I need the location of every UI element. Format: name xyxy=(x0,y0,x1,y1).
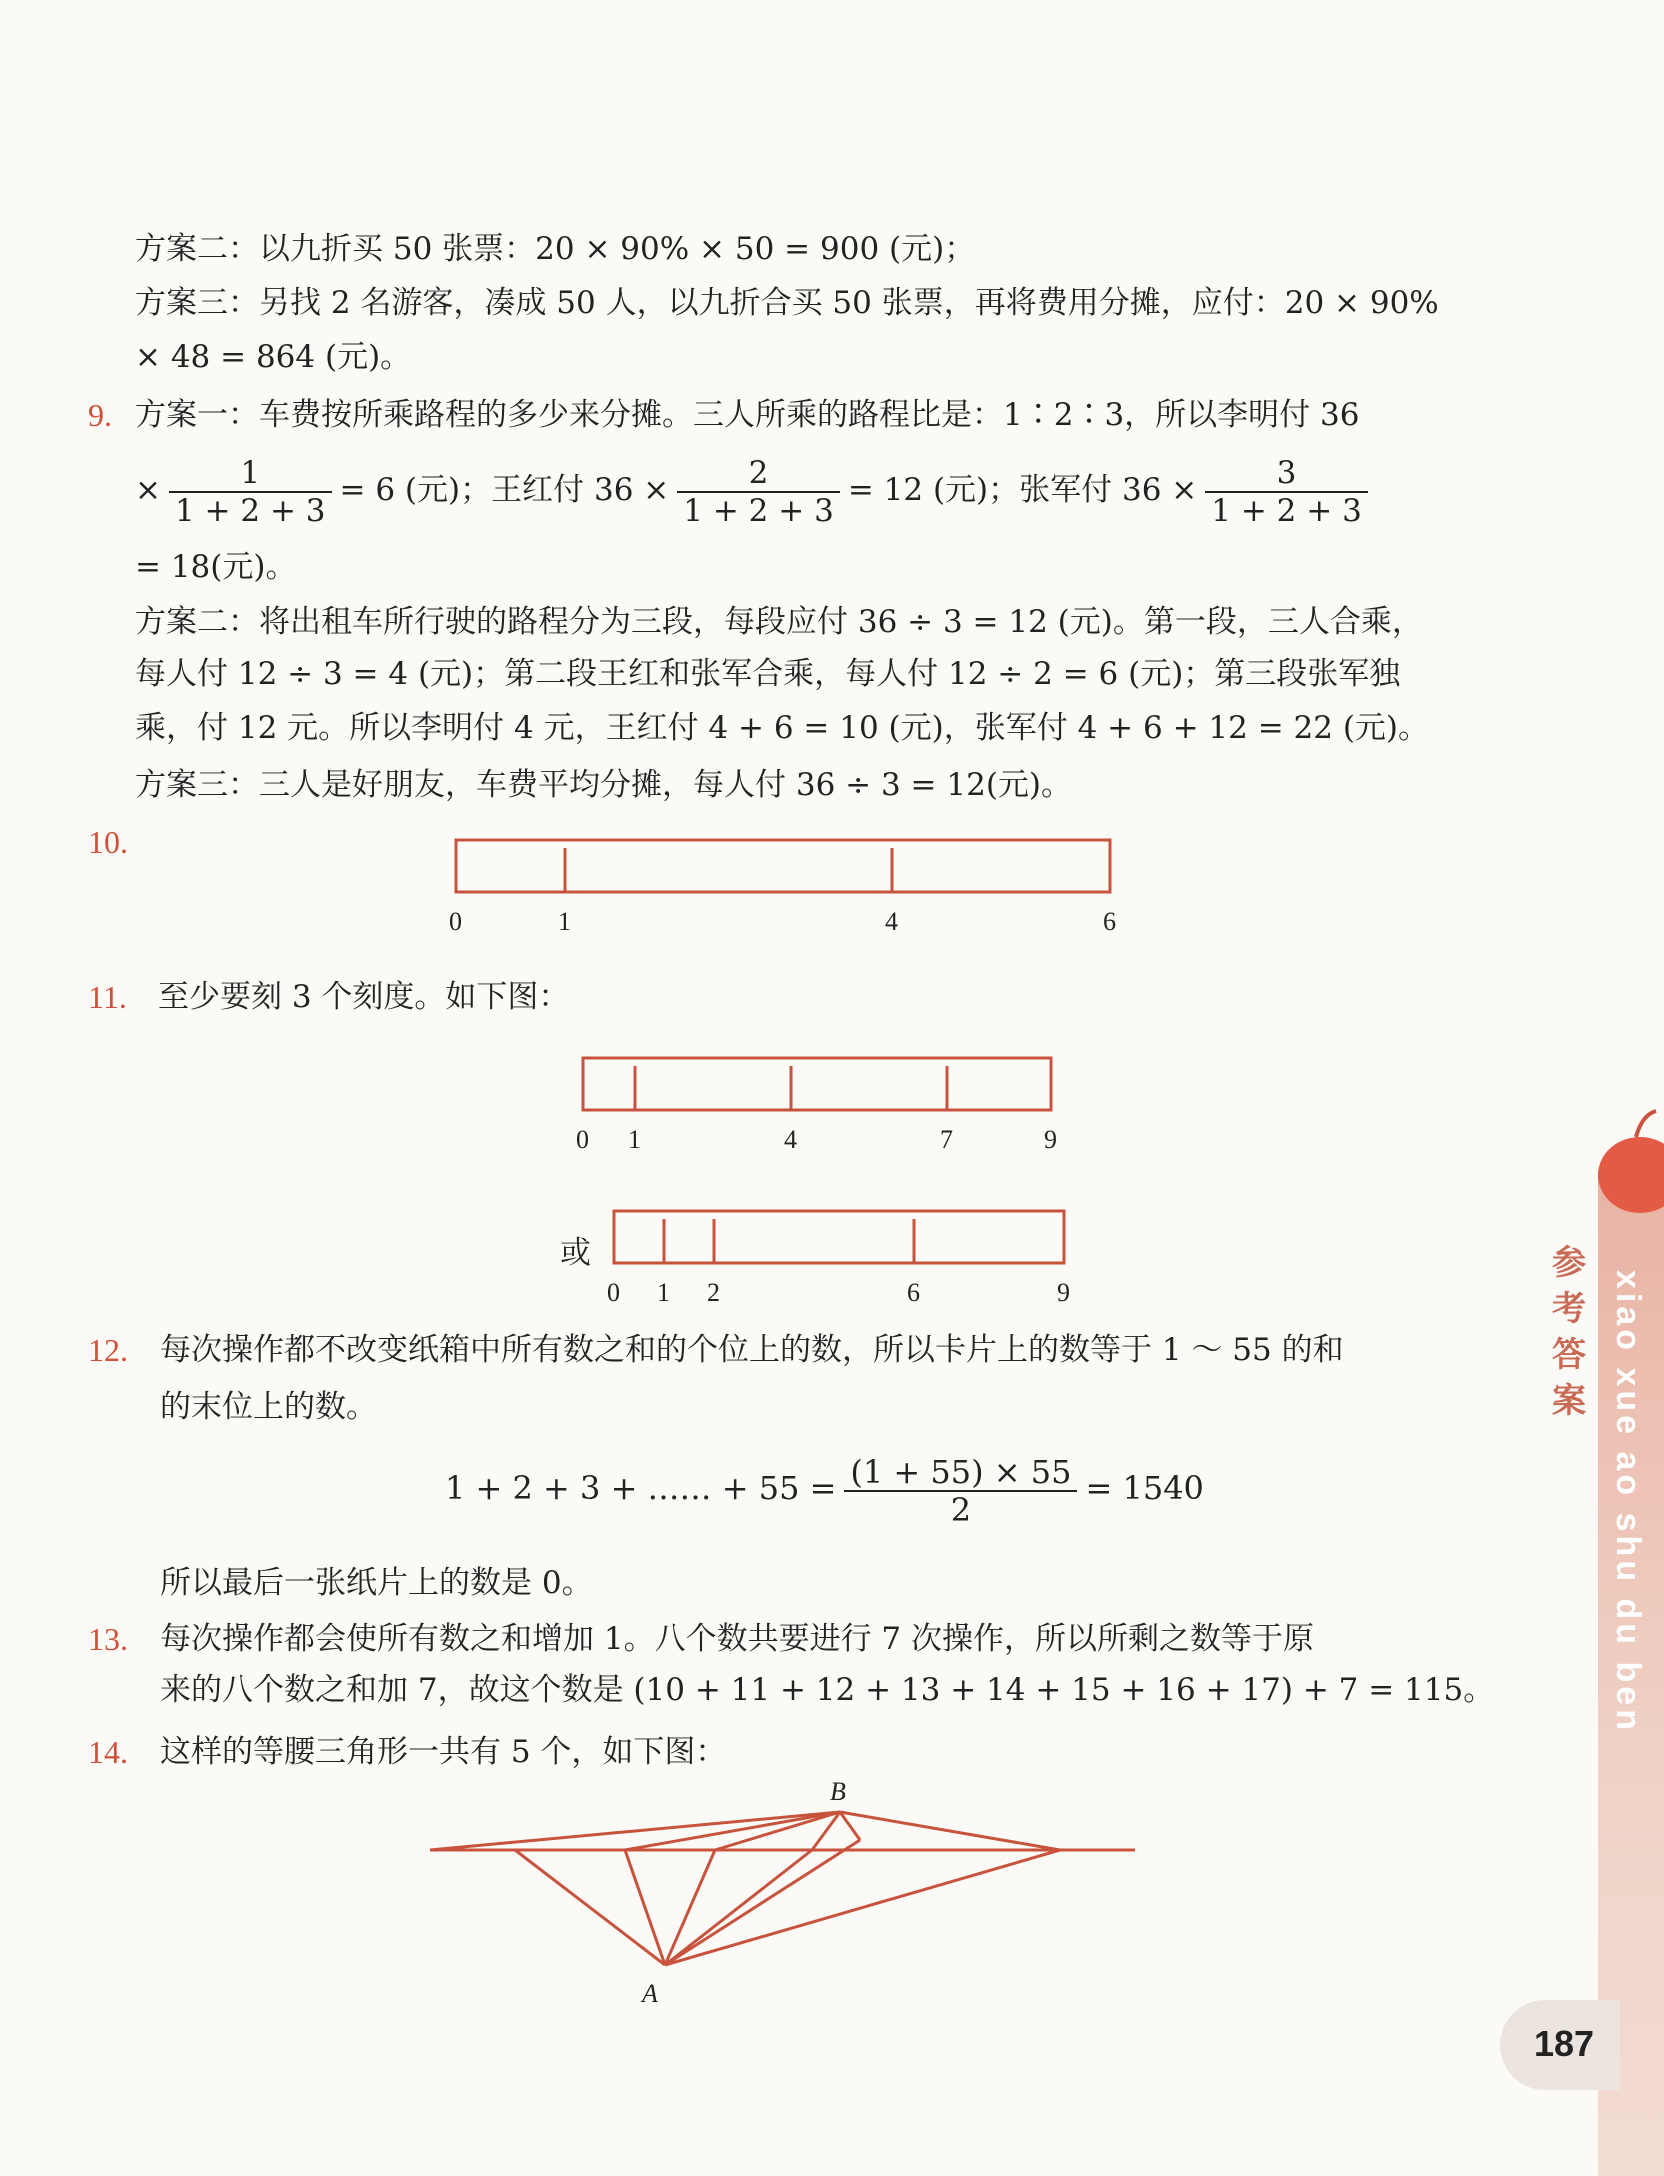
q10-ruler xyxy=(440,830,1120,940)
q11-ruler2 xyxy=(596,1203,1096,1313)
q9-line4: 方案二：将出租车所行驶的路程分为三段，每段应付 36 ÷ 3 = 12 (元)。第一段，三人合乘， xyxy=(135,604,1423,640)
ruler-label: 6 xyxy=(907,1278,920,1307)
ruler-label: 4 xyxy=(784,1125,797,1154)
ruler-label: 1 xyxy=(628,1125,641,1154)
q14-number: 14. xyxy=(88,1734,128,1770)
q12-line2: 的末位上的数。 xyxy=(160,1389,377,1425)
q13-line1: 每次操作都会使所有数之和增加 1。八个数共要进行 7 次操作，所以所剩之数等于原 xyxy=(160,1621,1315,1657)
ruler-label: 6 xyxy=(1103,907,1116,936)
q8-line3: × 48 = 864 (元)。 xyxy=(135,339,412,375)
fraction: $\frac{1}{1 + 2 + 3}$ xyxy=(169,455,332,529)
or-label: 或 xyxy=(560,1235,591,1271)
q9-line3: = 18(元)。 xyxy=(135,549,297,585)
ruler-label: 2 xyxy=(707,1278,720,1307)
q9-line5: 每人付 12 ÷ 3 = 4 (元)；第二段王红和张军合乘，每人付 12 ÷ 2 = 6 (元)；第三段张军独 xyxy=(135,656,1401,692)
q9-line6: 乘，付 12 元。所以李明付 4 元，王红付 4 + 6 = 10 (元)，张军付 4 + 6 + 12 = 22 (元)。 xyxy=(135,710,1430,746)
q10-number: 10. xyxy=(88,824,128,860)
sidebar-title: 参 考 答 案 xyxy=(1552,1243,1586,1421)
q9-line2: × $\frac{1}{1 + 2 + 3}$ = 6 (元)；王红付 36 × $\frac{2}{1 + 2 + 3}$ = 12 (元)；张军付 36 × $\frac{3}{1 + 2 + 3}$ xyxy=(135,450,1376,530)
fraction: $\frac{2}{1 + 2 + 3}$ xyxy=(677,455,840,529)
q9-number: 9. xyxy=(88,397,112,433)
q9-line1: 方案一：车费按所乘路程的多少来分摊。三人所乘的路程比是：1∶2∶3，所以李明付 36 xyxy=(135,397,1360,433)
q12-line1: 每次操作都不改变纸箱中所有数之和的个位上的数，所以卡片上的数等于 1 ～ 55 的和 xyxy=(160,1332,1344,1368)
q11-ruler1 xyxy=(565,1050,1085,1160)
q8-line1: 方案二：以九折买 50 张票：20 × 90% × 50 = 900 (元)； xyxy=(135,231,976,267)
apple-icon xyxy=(1590,1105,1664,1215)
q13-number: 13. xyxy=(88,1621,128,1657)
ruler-label: 7 xyxy=(940,1125,953,1154)
page-number: 187 xyxy=(1534,2023,1595,2064)
ruler-label: 0 xyxy=(576,1125,589,1154)
ruler-label: 9 xyxy=(1057,1278,1070,1307)
q12-number: 12. xyxy=(88,1332,128,1368)
fraction: $\frac{(1 + 55) \times 55}{2}$ xyxy=(844,1454,1077,1528)
q14-text: 这样的等腰三角形一共有 5 个，如下图： xyxy=(160,1734,727,1770)
q13-line2: 来的八个数之和加 7，故这个数是 (10 + 11 + 12 + 13 + 14 + 15 + 16 + 17) + 7 = 115。 xyxy=(160,1672,1495,1708)
q11-text: 至少要刻 3 个刻度。如下图： xyxy=(158,979,570,1015)
ruler-label: 1 xyxy=(657,1278,670,1307)
fraction: $\frac{3}{1 + 2 + 3}$ xyxy=(1205,455,1368,529)
ruler-label: 1 xyxy=(558,907,571,936)
label-a: A xyxy=(642,1979,658,2008)
ruler-label: 0 xyxy=(449,907,462,936)
label-b: B xyxy=(830,1777,846,1806)
q12-line3: 所以最后一张纸片上的数是 0。 xyxy=(160,1565,593,1601)
q8-line2: 方案三：另找 2 名游客，凑成 50 人，以九折合买 50 张票，再将费用分摊，应付：20 × 90% xyxy=(135,285,1439,321)
ruler-label: 0 xyxy=(607,1278,620,1307)
isosceles-triangles-figure xyxy=(420,1770,1150,2010)
sidebar-pinyin: xiao xue ao shu du ben xyxy=(1609,1270,1647,1734)
q11-number: 11. xyxy=(88,979,127,1015)
q12-equation: 1 + 2 + 3 + …… + 55 = $\frac{(1 + 55) \times 55}{2}$ = 1540 xyxy=(445,1452,1204,1529)
ruler-label: 4 xyxy=(885,907,898,936)
q9-line7: 方案三：三人是好朋友，车费平均分摊，每人付 36 ÷ 3 = 12(元)。 xyxy=(135,767,1073,803)
ruler-label: 9 xyxy=(1044,1125,1057,1154)
